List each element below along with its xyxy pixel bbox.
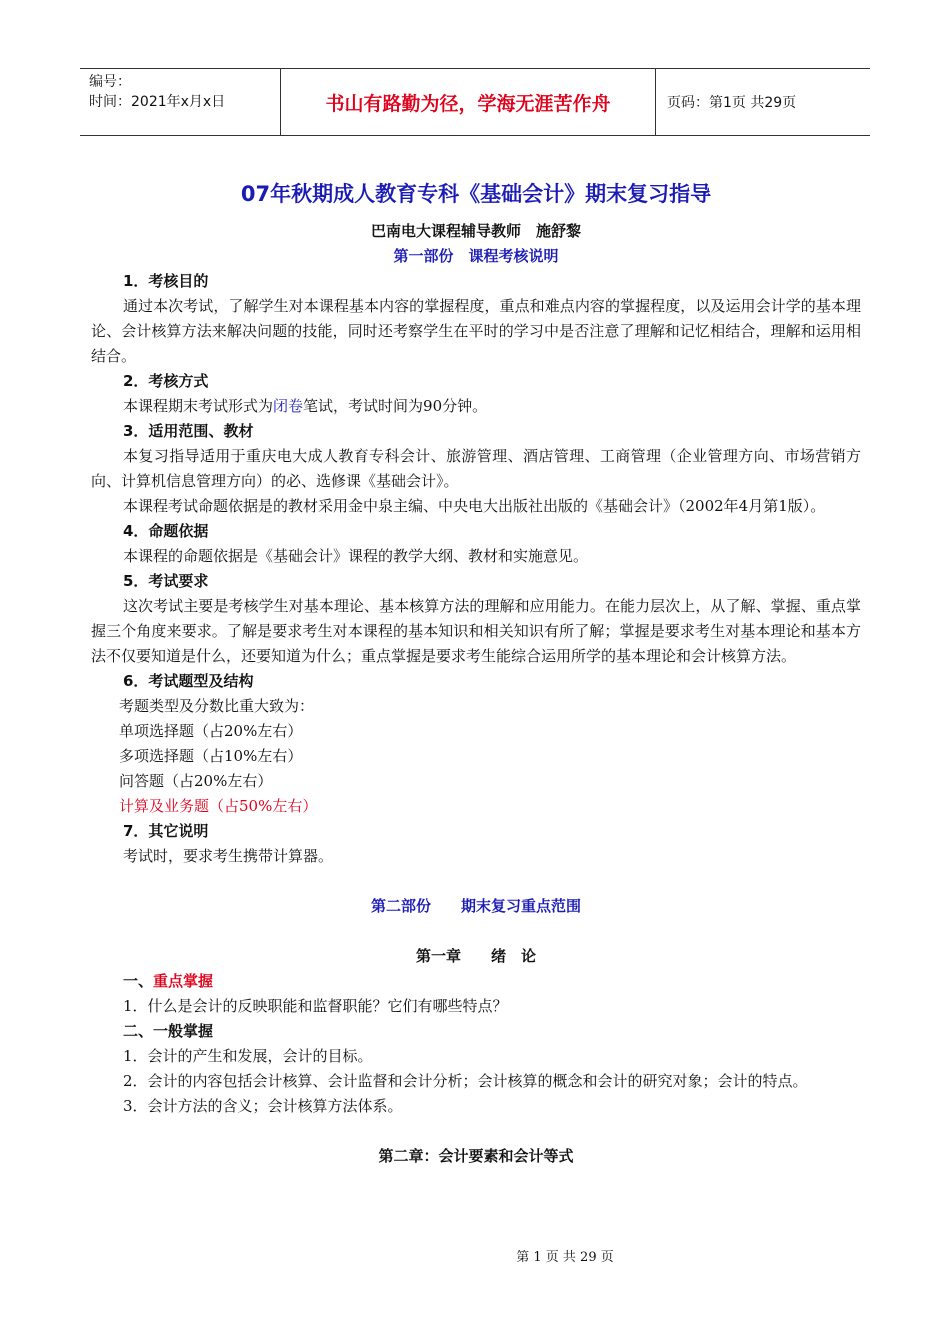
- ch1-key-item-1: 1．什么是会计的反映职能和监督职能？它们有哪些特点？: [123, 997, 508, 1015]
- page-footer: 第 1 页 共 29 页: [516, 1250, 614, 1265]
- number-label: 编号：: [89, 74, 131, 90]
- section-3-paragraph-1: 本复习指导适用于重庆电大成人教育专科会计、旅游管理、酒店管理、工商管理（企业管理方向、市场营销方向、计算机信息管理方向）的必、选修课《基础会计》。: [91, 447, 861, 490]
- time-label: 时间：2021年x月x日: [89, 94, 226, 110]
- s2-text-a: 本课程期末考试形式为: [123, 397, 274, 415]
- ch1-key-points-heading: [91, 969, 861, 994]
- ch1-general-item-3: 3．会计方法的含义；会计核算方法体系。: [123, 1097, 403, 1115]
- section-5-paragraph: 这次考试主要是考核学生对基本理论、基本核算方法的理解和应用能力。在能力层次上，从了解、掌握、重点掌握三个角度来要求。了解是要求考生对本课程的基本知识和相关知识有所了解；掌握是要求考生对基本理论和基本方法不仅要知道是什么，还要知道为什么；重点掌握是要求考生能综合运用所学的基本理论和会计核算方法。: [91, 597, 861, 665]
- ch1-general-item-1: 1．会计的产生和发展，会计的目标。: [123, 1047, 373, 1065]
- section-3-paragraph-2: 本课程考试命题依据是的教材采用金中泉主编、中央电大出版社出版的《基础会计》（2002年4月第1版）。: [123, 497, 826, 515]
- section-7-paragraph: 考试时，要求考生携带计算器。: [123, 847, 334, 865]
- chapter-1-heading: 第一章 绪 论: [415, 947, 536, 965]
- section-3-heading: 3．适用范围、教材: [123, 422, 254, 440]
- part-one-heading: 第一部份 课程考核说明: [393, 247, 559, 265]
- section-1-heading: 1．考核目的: [123, 272, 209, 290]
- ch1-general-item-2: 2．会计的内容包括会计核算、会计监督和会计分析；会计核算的概念和会计的研究对象；会计的特点。: [123, 1072, 808, 1090]
- document-body: [91, 178, 861, 1169]
- header-meta: [80, 69, 281, 135]
- author-line: 巴南电大课程辅导教师 施舒黎: [370, 222, 581, 240]
- section-5-heading: 5．考试要求: [123, 572, 209, 590]
- ch1-key-prefix: 一、: [123, 972, 154, 990]
- header-table: [80, 68, 870, 136]
- section-4-heading: 4．命题依据: [123, 522, 209, 540]
- question-type-multi-choice: 多项选择题（占10%左右）: [119, 747, 303, 765]
- section-7-heading: 7．其它说明: [123, 822, 209, 840]
- s2-text-closed-book: 闭卷: [273, 397, 304, 415]
- header-page-info: 页码：第1页 共29页: [667, 95, 797, 111]
- ch1-key-label: 重点掌握: [153, 972, 214, 990]
- section-4-paragraph: 本课程的命题依据是《基础会计》课程的教学大纲、教材和实施意见。: [123, 547, 589, 565]
- s2-text-c: 笔试，考试时间为90分钟。: [303, 397, 488, 415]
- question-type-single-choice: 单项选择题（占20%左右）: [119, 722, 303, 740]
- document-title: 07年秋期成人教育专科《基础会计》期末复习指导: [240, 182, 712, 206]
- section-2-paragraph: [91, 394, 861, 419]
- section-1-paragraph: 通过本次考试，了解学生对本课程基本内容的掌握程度，重点和难点内容的掌握程度，以及运用会计学的基本理论、会计核算方法来解决问题的技能，同时还考察学生在平时的学习中是否注意了理解和记忆相结合，理解和运用相结合。: [91, 297, 861, 365]
- question-types-intro: 考题类型及分数比重大致为：: [119, 697, 315, 715]
- section-2-heading: 2．考核方式: [123, 372, 209, 390]
- ch1-general-heading: 二、一般掌握: [123, 1022, 214, 1040]
- header-motto: 书山有路勤为径，学海无涯苦作舟: [281, 69, 656, 135]
- question-type-calculation: 计算及业务题（占50%左右）: [119, 797, 318, 815]
- chapter-2-heading: 第二章：会计要素和会计等式: [378, 1147, 574, 1165]
- part-two-heading: 第二部份 期末复习重点范围: [370, 897, 581, 915]
- question-type-essay: 问答题（占20%左右）: [119, 772, 273, 790]
- section-6-heading: 6．考试题型及结构: [123, 672, 254, 690]
